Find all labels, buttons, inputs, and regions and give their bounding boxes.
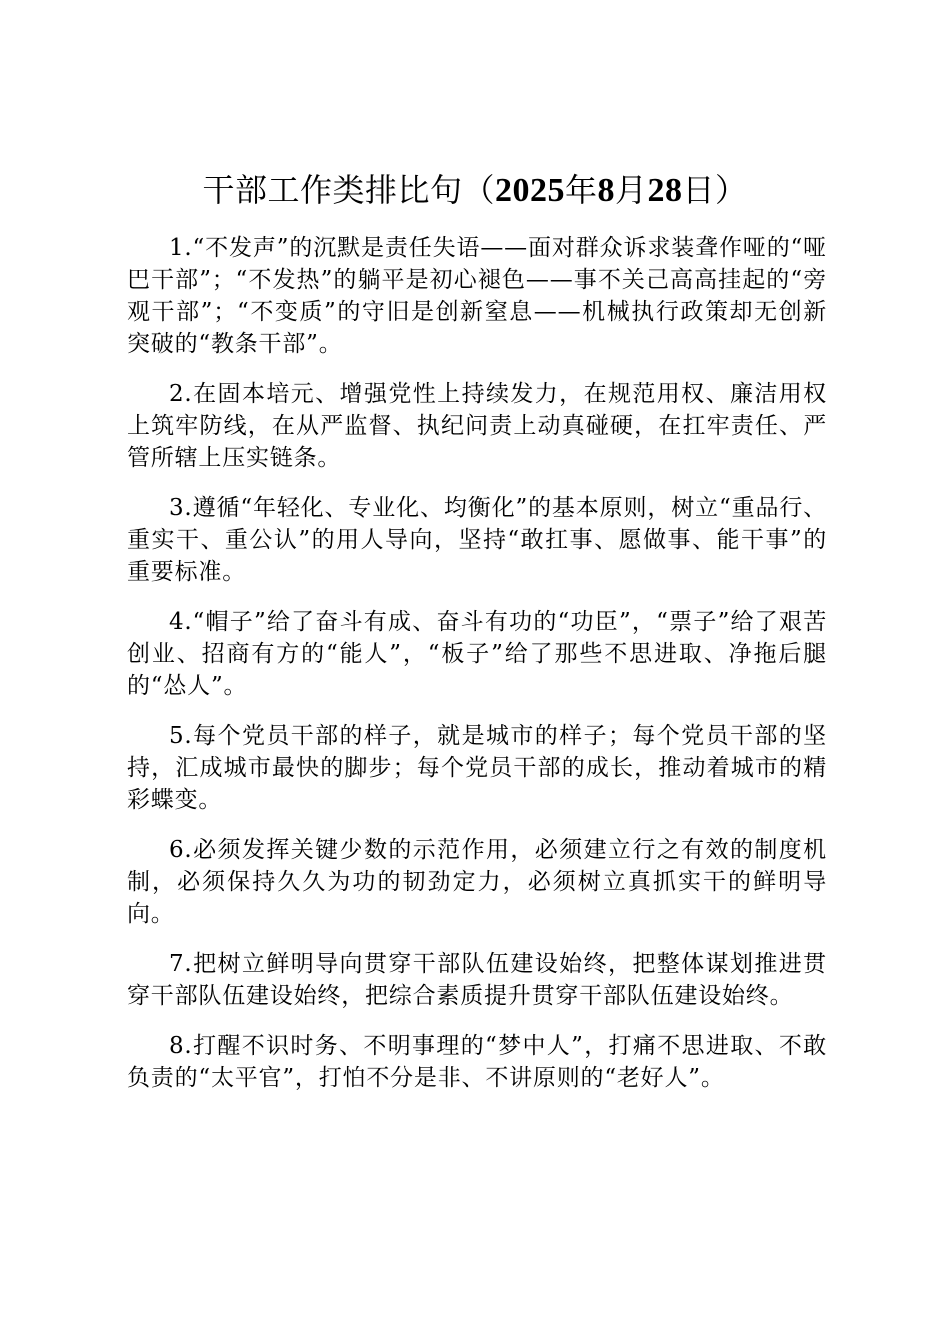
document-title <box>0 166 950 215</box>
title-month-unit: 月 <box>615 171 648 209</box>
sentence-item-6: 6.必须发挥关键少数的示范作用，必须建立行之有效的制度机制，必须保持久久为功的韧劲定力，必须树立真抓实干的鲜明导向。 <box>127 837 827 927</box>
sentence-item-2: 2.在固本培元、增强党性上持续发力，在规范用权、廉洁用权上筑牢防线，在从严监督、执纪问责上动真碰硬，在扛牢责任、严管所辖上压实链条。 <box>127 381 827 471</box>
sentence-item-7: 7.把树立鲜明导向贯穿干部队伍建设始终，把整体谋划推进贯穿干部队伍建设始终，把综合素质提升贯穿干部队伍建设始终。 <box>127 951 827 1009</box>
sentence-item-1: 1.“不发声”的沉默是责任失语——面对群众诉求装聋作哑的“哑巴干部”；“不发热”的躺平是初心褪色——事不关己高高挂起的“旁观干部”；“不变质”的守旧是创新窒息——机械执行政策却无创新突破的“教条干部”。 <box>127 235 827 357</box>
title-day: 28 <box>647 172 683 209</box>
sentence-list <box>127 232 827 1112</box>
sentence-item-8: 8.打醒不识时务、不明事理的“梦中人”，打痛不思进取、不敢负责的“太平官”，打怕不分是非、不讲原则的“老好人”。 <box>127 1033 827 1091</box>
title-month: 8 <box>597 172 615 209</box>
title-day-unit: 日） <box>682 171 748 209</box>
title-text: 干部工作类排比句（ <box>202 171 495 209</box>
sentence-item-4: 4.“帽子”给了奋斗有成、奋斗有功的“功臣”，“票子”给了艰苦创业、招商有方的“能人”，“板子”给了那些不思进取、净拖后腿的“怂人”。 <box>127 609 827 699</box>
sentence-item-3: 3.遵循“年轻化、专业化、均衡化”的基本原则，树立“重品行、重实干、重公认”的用人导向，坚持“敢扛事、愿做事、能干事”的重要标准。 <box>127 495 827 585</box>
sentence-item-5: 5.每个党员干部的样子，就是城市的样子；每个党员干部的坚持，汇成城市最快的脚步；每个党员干部的成长，推动着城市的精彩蝶变。 <box>127 723 827 813</box>
title-year-unit: 年 <box>564 171 598 209</box>
title-year: 2025 <box>494 172 565 209</box>
